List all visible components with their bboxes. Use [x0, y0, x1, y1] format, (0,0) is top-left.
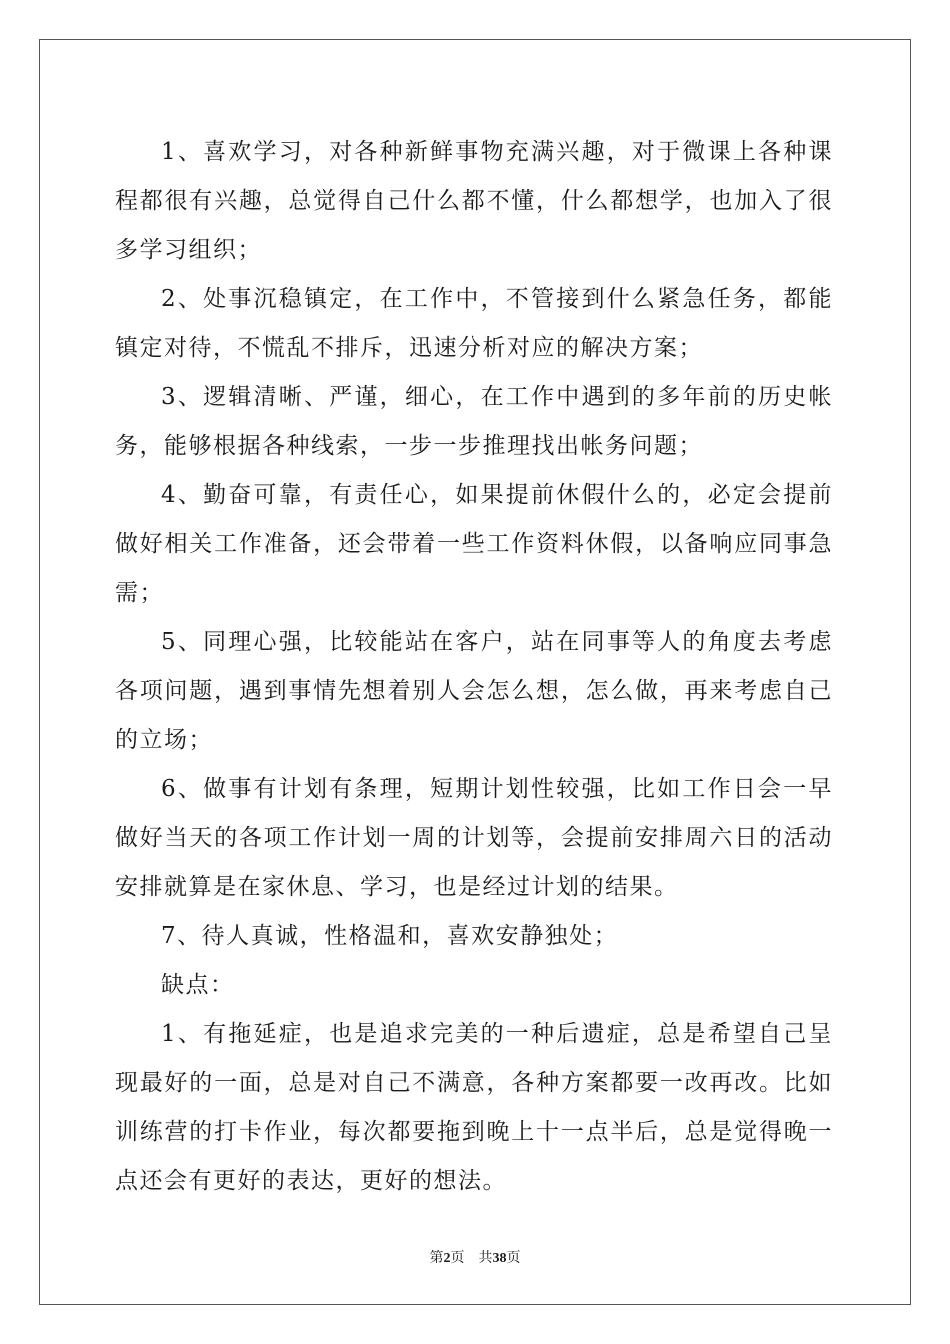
paragraph-strength-1: 1、喜欢学习，对各种新鲜事物充满兴趣，对于微课上各种课程都很有兴趣，总觉得自己什么都不懂，什么都想学，也加入了很多学习组织； — [115, 139, 833, 263]
paragraph-strength-4: 4、勤奋可靠，有责任心，如果提前休假什么的，必定会提前做好相关工作准备，还会带着一些工作资料休假，以备响应同事急需； — [115, 482, 833, 606]
total-pages: 38 — [492, 1251, 507, 1266]
paragraph-strength-7: 7、待人真诚，性格温和，喜欢安静独处； — [161, 923, 619, 949]
total-prefix: 共 — [478, 1250, 493, 1266]
paragraph-weakness-1: 1、有拖延症，也是追求完美的一种后遗症，总是希望自己呈现最好的一面，总是对自己不满意，各种方案都要一改再改。比如训练营的打卡作业，每次都要拖到晚上十一点半后，总是觉得晚一点还会有更好的表达，更好的想法。 — [115, 1021, 833, 1194]
page-number: 2 — [443, 1251, 451, 1266]
paragraph-strength-2: 2、处事沉稳镇定，在工作中，不管接到什么紧急任务，都能镇定对待，不慌乱不排斥，迅速分析对应的解决方案； — [115, 286, 833, 361]
weaknesses-heading: 缺点： — [161, 972, 235, 998]
paragraph-strength-5: 5、同理心强，比较能站在客户，站在同事等人的角度去考虑各项问题，遇到事情先想着别人会怎么想，怎么做，再来考虑自己的立场； — [115, 629, 833, 753]
total-suffix: 页 — [506, 1250, 521, 1266]
document-body — [115, 128, 833, 1206]
page-prefix: 第 — [429, 1250, 444, 1266]
paragraph-strength-3: 3、逻辑清晰、严谨，细心，在工作中遇到的多年前的历史帐务，能够根据各种线索，一步一步推理找出帐务问题； — [115, 384, 833, 459]
page-suffix: 页 — [450, 1250, 465, 1266]
page-footer — [0, 1247, 950, 1267]
paragraph-strength-6: 6、做事有计划有条理，短期计划性较强，比如工作日会一早做好当天的各项工作计划一周的计划等，会提前安排周六日的活动安排就算是在家休息、学习，也是经过计划的结果。 — [115, 776, 833, 900]
